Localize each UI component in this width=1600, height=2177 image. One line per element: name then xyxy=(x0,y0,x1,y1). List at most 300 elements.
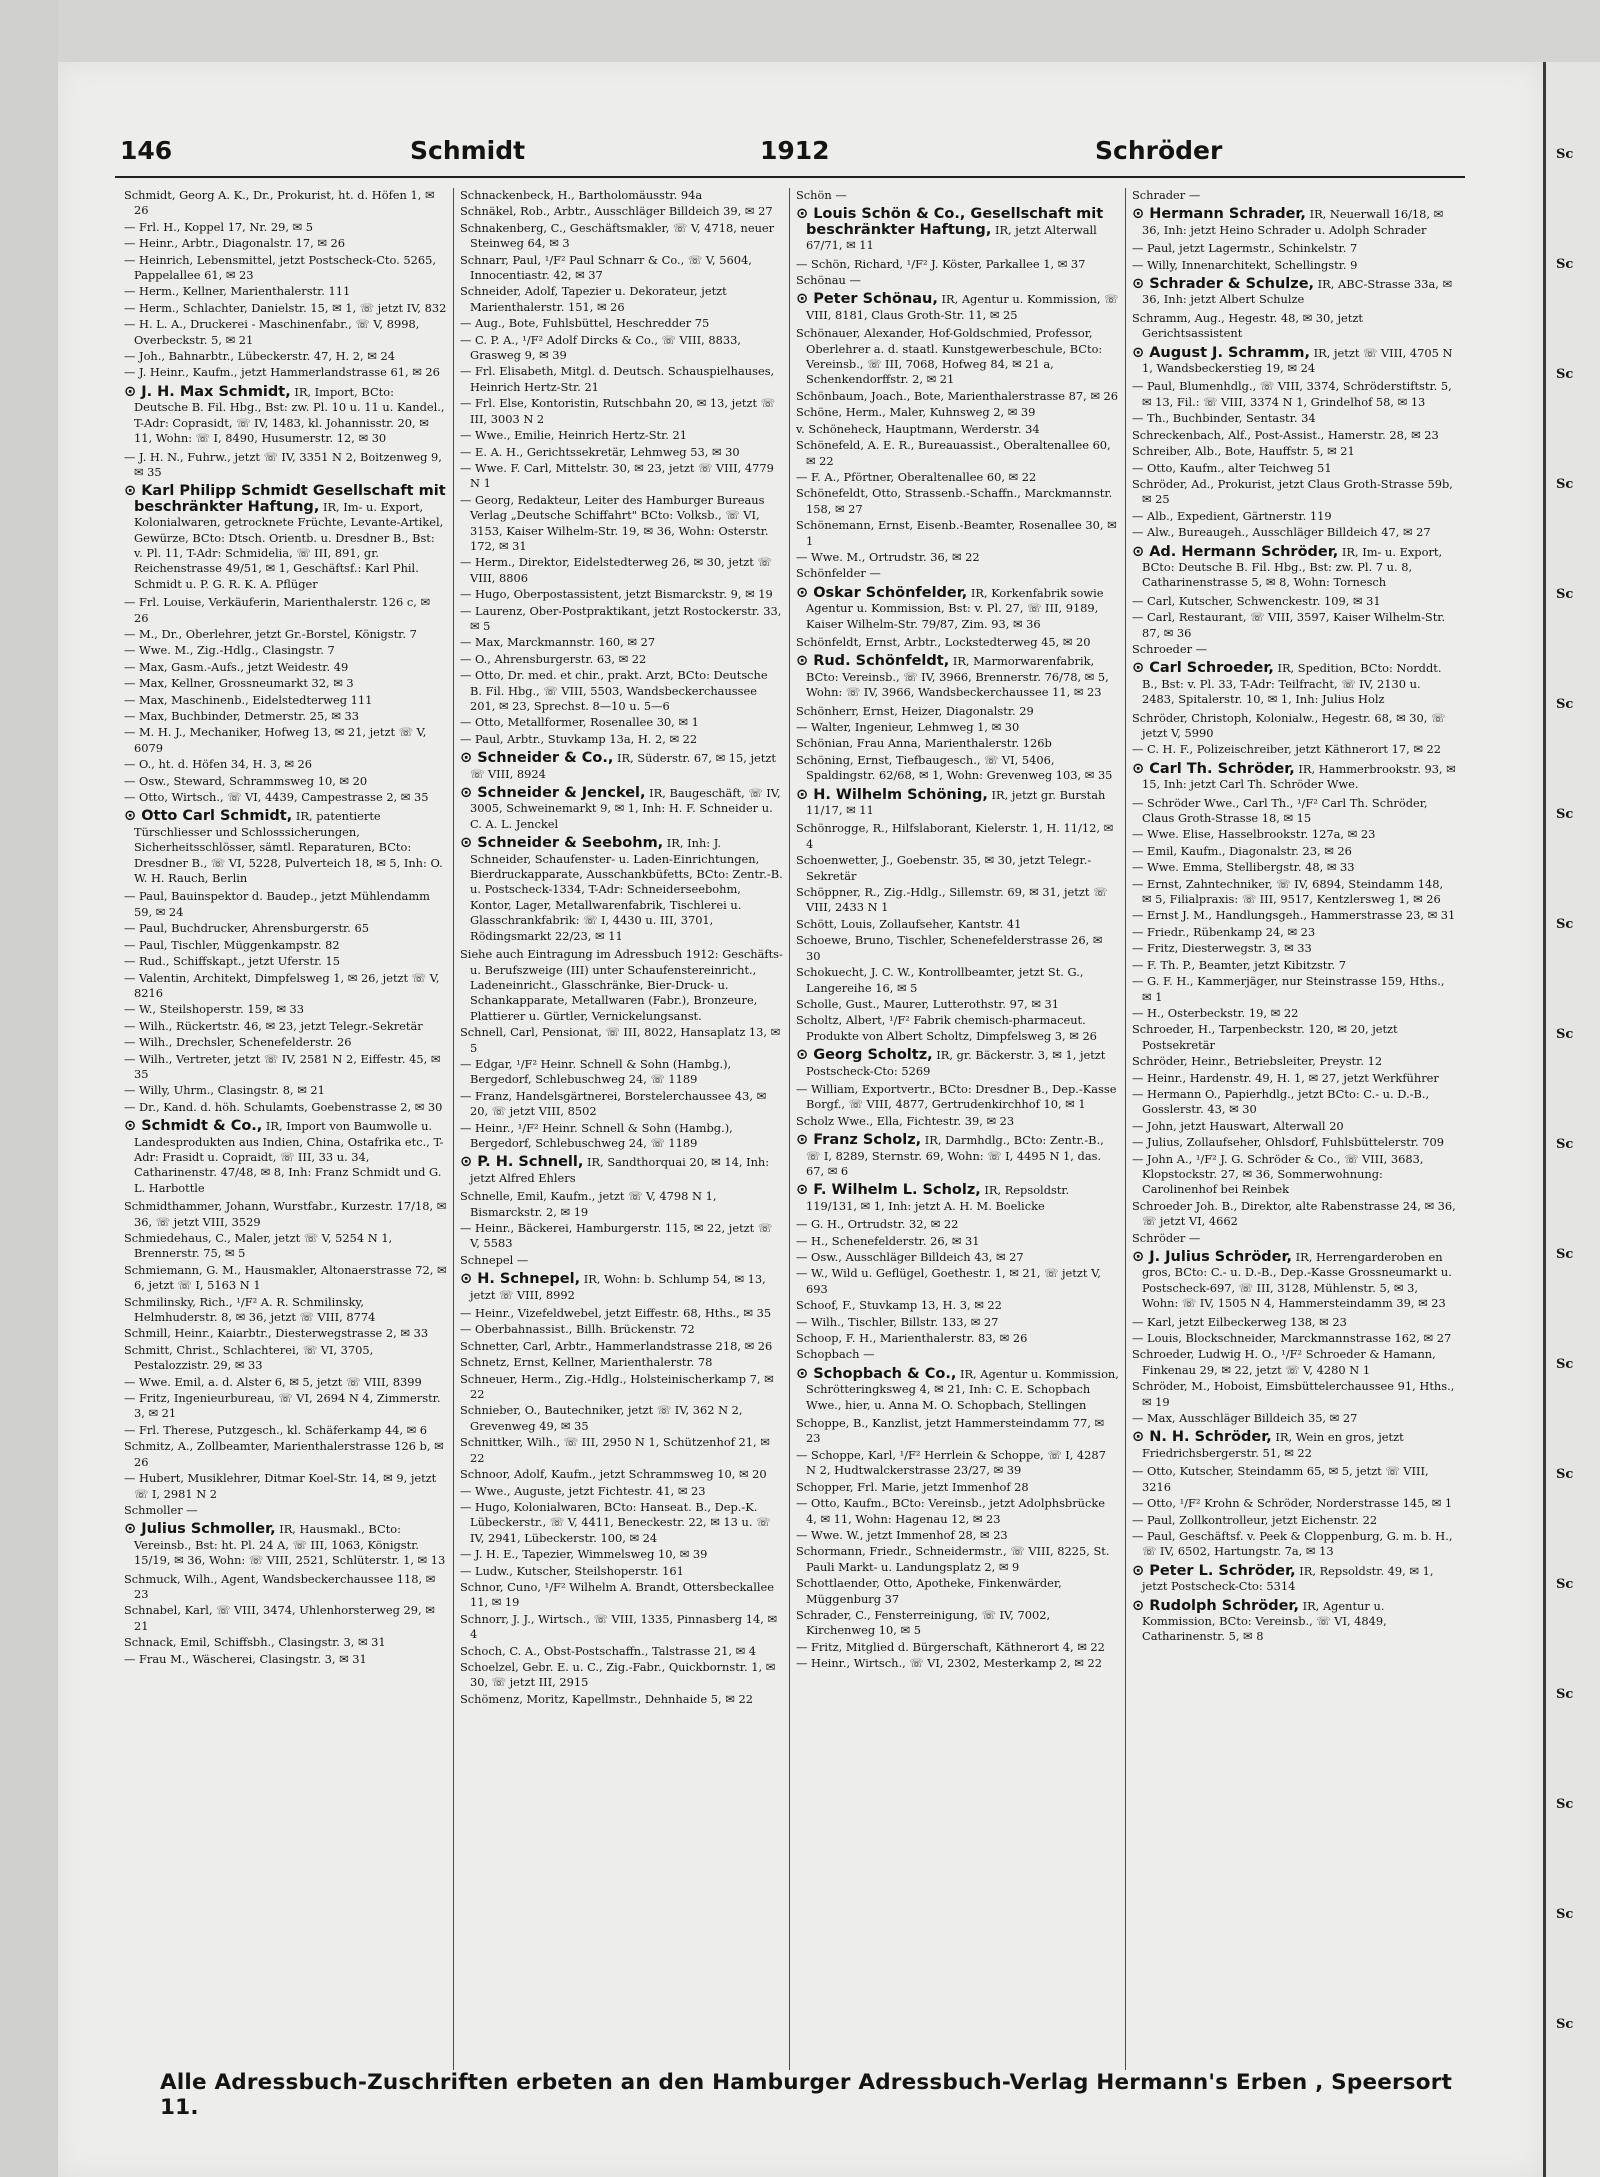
directory-entry: — Emil, Kaufm., Diagonalstr. 23, ✉ 26 xyxy=(1132,843,1352,858)
directory-entry: Schmidt, Georg A. K., Dr., Prokurist, ht. d. Höfen 1, ✉ 26 xyxy=(124,188,435,218)
firm-entry xyxy=(124,809,447,886)
directory-entry: — J. H. E., Tapezier, Wimmelsweg 10, ✉ 39 xyxy=(460,1547,708,1562)
directory-entry: — C. P. A., ¹/F² Adolf Dircks & Co., ☏ VIII, 8833, Grasweg 9, ✉ 39 xyxy=(460,332,741,363)
directory-entry: — J. H. N., Fuhrw., jetzt ☏ IV, 3351 N 2, Boitzenweg 9, ✉ 35 xyxy=(124,449,442,479)
firm-details: IR, Agentur u. Kommission, BCto: Vereinsb., ☏ VI, 4849, Catharinenstr. 5, ✉ 8 xyxy=(1142,1598,1387,1644)
directory-entry: Schoppe, B., Kanzlist, jetzt Hammersteindamm 77, ✉ 23 xyxy=(796,1416,1105,1446)
directory-entry: — Paul, Geschäftsf. v. Peek & Cloppenburg, G. m. b. H., ☏ IV, 6502, Hartungstr. 7a, ✉ 13 xyxy=(1132,1528,1453,1559)
directory-entry: — Hugo, Kolonialwaren, BCto: Hanseat. B., Dep.-K. Lübeckerstr., ☏ V, 4411, Beneckestr. 22, ✉ 13 u. ☏ IV, 2941, Lübeckerstr. 100, ✉ 24 xyxy=(460,1499,771,1545)
firm-details: IR, gr. Bäckerstr. 3, ✉ 1, jetzt Postscheck-Cto: 5269 xyxy=(806,1048,1106,1078)
directory-entry: Schramm, Aug., Hegestr. 48, ✉ 30, jetzt Gerichtsassistent xyxy=(1132,310,1363,341)
directory-entry: — Ernst, Zahntechniker, ☏ IV, 6894, Steindamm 148, ✉ 5, Filialpraxis: ☏ III, 9517, Kentzlersweg 1, ✉ 26 xyxy=(1132,876,1444,907)
next-page-fragment: Sc xyxy=(1556,807,1574,822)
directory-entry: — Wwe. W., jetzt Immenhof 28, ✉ 23 xyxy=(796,1527,1008,1542)
directory-entry: — Wilh., Tischler, Billstr. 133, ✉ 27 xyxy=(796,1314,999,1329)
directory-entry: Schnabel, Karl, ☏ VIII, 3474, Uhlenhorsterweg 29, ✉ 21 xyxy=(124,1603,435,1633)
directory-entry: — Alw., Bureaugeh., Ausschläger Billdeich 47, ✉ 27 xyxy=(1132,525,1431,540)
directory-entry: — Franz, Handelsgärtnerei, Borstelerchaussee 43, ✉ 20, ☏ jetzt VIII, 8502 xyxy=(460,1088,767,1119)
directory-entry: — Paul, Blumenhdlg., ☏ VIII, 3374, Schröderstiftstr. 5, ✉ 13, Fil.: ☏ VIII, 3374 N 1, Grindelhof 58, ✉ 13 xyxy=(1132,379,1452,409)
firm-details: IR, Import von Baumwolle u. Landesprodukten aus Indien, China, Ostafrika etc., T-Adr: Frasidt u. Copraidt, ☏ III, 33 u. 34, Catharinenstr. 47/48, ✉ 8, Inh: Franz Schmidt und G. L. Harbottle xyxy=(134,1119,444,1195)
firm-details: IR, Im- u. Export, BCto: Deutsche B. Fil. Hbg., Bst: zw. Pl. 7 u. 8, Catharinenstrasse 5, ✉ 8, Wohn: Tornesch xyxy=(1142,544,1443,590)
directory-entry: Schnepel — xyxy=(460,1252,529,1267)
directory-entry: Schrader — xyxy=(1132,188,1201,202)
directory-entry: Schreiber, Alb., Bote, Hauffstr. 5, ✉ 21 xyxy=(1132,444,1355,459)
firm-entry xyxy=(796,292,1119,323)
directory-entry: — Joh., Bahnarbtr., Lübeckerstr. 47, H. 2, ✉ 24 xyxy=(124,349,395,364)
firm-details: IR, jetzt ☏ VIII, 4705 N 1, Wandsbeckerstieg 19, ✉ 24 xyxy=(1142,345,1453,376)
directory-entry: — Karl, jetzt Eilbeckerweg 138, ✉ 23 xyxy=(1132,1314,1347,1329)
firm-details: IR, jetzt Alterwall 67/71, ✉ 11 xyxy=(806,222,1097,253)
firm-entry xyxy=(460,1272,783,1303)
directory-entry: — Wwe. M., Zig.-Hdlg., Clasingstr. 7 xyxy=(124,643,335,658)
firm-entry xyxy=(460,786,783,832)
firm-details: IR, Agentur u. Kommission, Schrötteringksweg 4, ✉ 21, Inh: C. E. Schopbach Wwe., hier, u. Anna M. O. Schopbach, Stellingen xyxy=(806,1366,1119,1412)
directory-entry: Scholtz, Albert, ¹/F² Fabrik chemisch-pharmaceut. Produkte von Albert Scholtz, Dimpfelsweg 3, ✉ 26 xyxy=(796,1013,1097,1043)
firm-entry xyxy=(1132,1250,1456,1312)
firm-entry xyxy=(460,751,783,782)
firm-name: ⊙ F. Wilhelm L. Scholz, xyxy=(796,1182,981,1199)
directory-entry: Schött, Louis, Zollaufseher, Kantstr. 41 xyxy=(796,916,1022,931)
directory-entry: — Valentin, Architekt, Dimpfelsweg 1, ✉ 26, jetzt ☏ V, 8216 xyxy=(124,970,440,1000)
next-page-fragment: Sc xyxy=(1556,2017,1574,2032)
directory-entry: — Wilh., Vertreter, jetzt ☏ IV, 2581 N 2, Eiffestr. 45, ✉ 35 xyxy=(124,1051,441,1081)
directory-entry: Siehe auch Eintragung im Adressbuch 1912: Geschäfts- u. Berufszweige (III) unter Schaufenstereinricht., Ladeneinricht., Glasschränke, Bier-Druck- u. Schankapparate, Metallwaren (Fabr.), Bronzeure, Plattierer u. Gürtler, Vernickelungsanst. xyxy=(460,947,783,1023)
directory-entry: — Schröder Wwe., Carl Th., ¹/F² Carl Th. Schröder, Claus Groth-Strasse 18, ✉ 15 xyxy=(1132,795,1428,826)
firm-name: ⊙ Peter L. Schröder, xyxy=(1132,1562,1296,1579)
directory-entry: — Herm., Direktor, Eidelstedterweg 26, ✉ 30, jetzt ☏ VIII, 8806 xyxy=(460,555,772,585)
directory-entry: — Frau M., Wäscherei, Clasingstr. 3, ✉ 31 xyxy=(124,1651,367,1666)
firm-entry xyxy=(1132,1430,1456,1461)
directory-entry: Schröder — xyxy=(1132,1230,1201,1245)
directory-entry: Schönemann, Ernst, Eisenb.-Beamter, Rosenallee 30, ✉ 1 xyxy=(796,518,1117,548)
directory-entry: Schmill, Heinr., Kaiarbtr., Diesterwegstrasse 2, ✉ 33 xyxy=(124,1326,429,1341)
header-rule xyxy=(115,176,1465,178)
directory-entry: — Wwe. Emil, a. d. Alster 6, ✉ 5, jetzt ☏ VIII, 8399 xyxy=(124,1374,422,1389)
directory-entry: Schroeder Joh. B., Direktor, alte Rabenstrasse 24, ✉ 36, ☏ jetzt VI, 4662 xyxy=(1132,1198,1456,1229)
firm-name: ⊙ Schopbach & Co., xyxy=(796,1365,957,1382)
directory-entry: — Max, Maschinenb., Eidelstedterweg 111 xyxy=(124,692,373,707)
firm-details: IR, Herrengarderoben en gros, BCto: C.- u. D.-B., Dep.-Kasse Grossneumarkt u. Postscheck-697, ☏ III, 3128, Mühlenstr. 5, ✉ 3, Wohn: ☏ IV, 1505 N 4, Hammersteindamm 39, ✉ 23 xyxy=(1142,1250,1452,1311)
firm-entry xyxy=(796,1048,1119,1079)
firm-name: ⊙ H. Wilhelm Schöning, xyxy=(796,786,988,803)
directory-entry: — Fritz, Ingenieurbureau, ☏ VI, 2694 N 4, Zimmerstr. 3, ✉ 21 xyxy=(124,1391,441,1421)
directory-entry: Schönefeld, A. E. R., Bureauassist., Oberaltenallee 60, ✉ 22 xyxy=(796,438,1111,468)
firm-name: ⊙ Ad. Hermann Schröder, xyxy=(1132,543,1339,560)
next-page-fragment: Sc xyxy=(1556,147,1574,162)
directory-entry: — Ernst J. M., Handlungsgeh., Hammerstrasse 23, ✉ 31 xyxy=(1132,908,1456,923)
firm-details: IR, Marmorwarenfabrik, BCto: Vereinsb., ☏ IV, 3966, Brennerstr. 76/78, ✉ 5, Wohn: ☏ IV, 3966, Wandsbeckerchaussee 11, ✉ 23 xyxy=(806,654,1109,700)
firm-name: ⊙ Carl Schroeder, xyxy=(1132,660,1274,677)
directory-entry: Schönbaum, Joach., Bote, Marienthalerstrasse 87, ✉ 26 xyxy=(796,388,1119,403)
directory-entry: — Willy, Innenarchitekt, Schellingstr. 9 xyxy=(1132,257,1358,272)
firm-details: IR, Inh: J. Schneider, Schaufenster- u. Laden-Einrichtungen, Bierdruckapparate, Ausschankbüfetts, BCto: Zentr.-B. u. Postscheck-1334, T-Adr: Schneiderseebohm, Kontor, Lager, Metallwarenfabrik, Tischlerei u. Glasschrankfabrik: ☏ I, 4430 u. III, 3701, Rödingsmarkt 22/23, ✉ 11 xyxy=(470,836,783,943)
directory-entry: Schnackenbeck, H., Bartholomäusstr. 94a xyxy=(460,188,703,202)
firm-name: ⊙ Schmidt & Co., xyxy=(124,1118,263,1135)
directory-entry: Schnack, Emil, Schiffsbh., Clasingstr. 3, ✉ 31 xyxy=(124,1635,386,1650)
directory-entry: Schoof, F., Stuvkamp 13, H. 3, ✉ 22 xyxy=(796,1298,1002,1313)
directory-entry: — Otto, ¹/F² Krohn & Schröder, Norderstrasse 145, ✉ 1 xyxy=(1132,1496,1453,1511)
directory-entry: — Hubert, Musiklehrer, Ditmar Koel-Str. 14, ✉ 9, jetzt ☏ I, 2981 N 2 xyxy=(124,1471,437,1501)
directory-entry: — William, Exportvertr., BCto: Dresdner B., Dep.-Kasse Borgf., ☏ VIII, 4877, Gertrudenkirchhof 10, ✉ 1 xyxy=(796,1081,1117,1112)
directory-entry: — Frl. H., Koppel 17, Nr. 29, ✉ 5 xyxy=(124,219,313,234)
firm-entry xyxy=(796,207,1119,253)
directory-entry: Schmidthammer, Johann, Wurstfabr., Kurzestr. 17/18, ✉ 36, ☏ jetzt VIII, 3529 xyxy=(124,1199,447,1229)
header-right-keyword: Schröder xyxy=(1095,136,1223,165)
next-page-fragment: Sc xyxy=(1556,917,1574,932)
directory-entry: — Georg, Redakteur, Leiter des Hamburger Bureaus Verlag „Deutsche Schiffahrt" BCto: Volksb., ☏ VI, 3153, Kaiser Wilhelm-Str. 19, ✉ 36, Wohn: Osterstr. 172, ✉ 31 xyxy=(460,492,769,553)
firm-details: IR, Im- u. Export, Kolonialwaren, getrocknete Früchte, Levante-Artikel, Gewürze, BCto: Dtsch. Orientb. u. Dresdner B., Bst: v. Pl. 11, T-Adr: Schmidelia, ☏ III, 891, gr. Reichenstrasse 49/51, ✉ 1, Geschäftsf.: Karl Phil. Schmidt u. P. G. R. K. A. Pflüger xyxy=(134,499,444,591)
next-page-fragment: Sc xyxy=(1556,477,1574,492)
directory-entry: — Ludw., Kutscher, Steilshoperstr. 161 xyxy=(460,1563,684,1578)
firm-entry xyxy=(796,1133,1119,1179)
directory-entry: Schneuer, Herm., Zig.-Hdlg., Holsteinischerkamp 7, ✉ 22 xyxy=(460,1371,774,1402)
directory-entry: Schoelzel, Gebr. E. u. C., Zig.-Fabr., Quickbornstr. 1, ✉ 30, ☏ jetzt III, 2915 xyxy=(460,1659,776,1690)
directory-entry: — O., ht. d. Höfen 34, H. 3, ✉ 26 xyxy=(124,757,312,772)
directory-entry: Schönian, Frau Anna, Marienthalerstr. 126b xyxy=(796,736,1052,751)
directory-entry: — M., Dr., Oberlehrer, jetzt Gr.-Borstel, Königstr. 7 xyxy=(124,626,417,641)
firm-entry xyxy=(1132,1564,1456,1595)
directory-entry: — Carl, Kutscher, Schwenckestr. 109, ✉ 31 xyxy=(1132,593,1381,608)
directory-entry: Schnieber, O., Bautechniker, jetzt ☏ IV, 362 N 2, Grevenweg 49, ✉ 35 xyxy=(460,1403,743,1433)
directory-entry: Schottlaender, Otto, Apotheke, Finkenwärder, Müggenburg 37 xyxy=(796,1576,1062,1606)
firm-entry xyxy=(124,484,447,592)
firm-name: ⊙ J. Julius Schröder, xyxy=(1132,1249,1293,1265)
directory-entry: Schmiemann, G. M., Hausmakler, Altonaerstrasse 72, ✉ 6, jetzt ☏ I, 5163 N 1 xyxy=(124,1262,447,1293)
directory-entry: Schönauer, Alexander, Hof-Goldschmied, Professor, Oberlehrer a. d. staatl. Kunstgewerbeschule, BCto: Vereinsb., ☏ III, 7068, Hofweg 84, ✉ 21 a, Schenkendorffstr. 2, ✉ 21 xyxy=(796,326,1103,387)
directory-entry: Schnoor, Adolf, Kaufm., jetzt Schrammsweg 10, ✉ 20 xyxy=(460,1467,767,1482)
directory-entry: — Osw., Ausschläger Billdeich 43, ✉ 27 xyxy=(796,1250,1024,1264)
directory-entry: — J. Heinr., Kaufm., jetzt Hammerlandstrasse 61, ✉ 26 xyxy=(124,365,440,380)
directory-entry: — Fritz, Diesterwegstr. 3, ✉ 33 xyxy=(1132,941,1312,956)
firm-details: IR, jetzt gr. Burstah 11/17, ✉ 11 xyxy=(806,787,1106,818)
firm-details: IR, Baugeschäft, ☏ IV, 3005, Schweinemarkt 9, ✉ 1, Inh: H. F. Schneider u. C. A. L. Jenckel xyxy=(470,786,781,831)
firm-name: ⊙ Otto Carl Schmidt, xyxy=(124,808,293,825)
directory-entry: — Rud., Schiffskapt., jetzt Uferstr. 15 xyxy=(124,954,341,969)
directory-entry: — F. A., Pförtner, Oberaltenallee 60, ✉ 22 xyxy=(796,469,1037,484)
firm-entry xyxy=(460,1155,783,1186)
directory-entry: Schmitt, Christ., Schlachterei, ☏ VI, 3705, Pestalozzistr. 29, ✉ 33 xyxy=(124,1342,374,1373)
directory-entry: — H., Schenefelderstr. 26, ✉ 31 xyxy=(796,1233,980,1248)
directory-entry: — Wwe. Elise, Hasselbrookstr. 127a, ✉ 23 xyxy=(1132,827,1376,842)
directory-entry: — Dr., Kand. d. höh. Schulamts, Goebenstrasse 2, ✉ 30 xyxy=(124,1099,443,1114)
directory-entry: Scholle, Gust., Maurer, Lutterothstr. 97, ✉ 31 xyxy=(796,996,1060,1011)
directory-entry: Schröder, Heinr., Betriebsleiter, Preystr. 12 xyxy=(1132,1054,1383,1069)
firm-details: IR, Repsoldstr. 49, ✉ 1, jetzt Postscheck-Cto: 5314 xyxy=(1142,1563,1434,1594)
firm-entry xyxy=(124,385,447,447)
directory-entry: — Wwe., Auguste, jetzt Fichtestr. 41, ✉ 23 xyxy=(460,1483,706,1498)
firm-details: IR, Sandthorquai 20, ✉ 14, Inh: jetzt Alfred Ehlers xyxy=(470,1155,770,1185)
directory-columns xyxy=(118,188,1464,2070)
column-2 xyxy=(454,188,790,2070)
directory-entry: Schroeder, Ludwig H. O., ¹/F² Schroeder & Hamann, Finkenau 29, ✉ 22, jetzt ☏ V, 4280 N 1 xyxy=(1132,1347,1436,1377)
directory-entry: — Schön, Richard, ¹/F² J. Köster, Parkallee 1, ✉ 37 xyxy=(796,256,1086,271)
directory-entry: — John, jetzt Hauswart, Alterwall 20 xyxy=(1132,1118,1344,1133)
directory-entry: Schönherr, Ernst, Heizer, Diagonalstr. 29 xyxy=(796,703,1034,718)
next-page-fragment: Sc xyxy=(1556,697,1574,712)
column-3 xyxy=(790,188,1126,2070)
firm-name: ⊙ Rudolph Schröder, xyxy=(1132,1597,1299,1614)
firm-name: ⊙ August J. Schramm, xyxy=(1132,344,1311,361)
directory-entry: Schokuecht, J. C. W., Kontrollbeamter, jetzt St. G., Langereihe 16, ✉ 5 xyxy=(796,965,1084,995)
directory-entry: Schnetter, Carl, Arbtr., Hammerlandstrasse 218, ✉ 26 xyxy=(460,1338,773,1353)
directory-entry: — Heinr., Bäckerei, Hamburgerstr. 115, ✉ 22, jetzt ☏ V, 5583 xyxy=(460,1221,773,1251)
header-year: 1912 xyxy=(760,136,830,165)
firm-name: ⊙ P. H. Schnell, xyxy=(460,1154,584,1171)
directory-entry: — Paul, jetzt Lagermstr., Schinkelstr. 7 xyxy=(1132,241,1358,256)
directory-entry: — Hermann O., Papierhdlg., jetzt BCto: C.- u. D.-B., Gosslerstr. 43, ✉ 30 xyxy=(1132,1086,1430,1117)
directory-entry: — Wwe. Emma, Stellibergstr. 48, ✉ 33 xyxy=(1132,860,1355,875)
firm-details: IR, Hammerbrookstr. 93, ✉ 15, Inh: jetzt Carl Th. Schröder Wwe. xyxy=(1142,761,1456,792)
directory-entry: Schmilinsky, Rich., ¹/F² A. R. Schmilinsky, Helmhuderstr. 8, ✉ 36, jetzt ☏ VIII, 8774 xyxy=(124,1294,376,1325)
directory-entry: — Frl. Therese, Putzgesch., kl. Schäferkamp 44, ✉ 6 xyxy=(124,1422,428,1437)
scan-background-left xyxy=(0,0,58,2177)
directory-entry: Schrader, C., Fensterreinigung, ☏ IV, 7002, Kirchenweg 10, ✉ 5 xyxy=(796,1607,1051,1638)
directory-entry: — Wilh., Drechsler, Schenefelderstr. 26 xyxy=(124,1035,352,1050)
firm-name: ⊙ Georg Scholtz, xyxy=(796,1047,933,1064)
next-page-fragment: Sc xyxy=(1556,1687,1574,1702)
firm-entry xyxy=(796,1183,1119,1214)
next-page-fragment: Sc xyxy=(1556,1907,1574,1922)
directory-entry: — Friedr., Rübenkamp 24, ✉ 23 xyxy=(1132,924,1316,939)
directory-entry: — Hugo, Oberpostassistent, jetzt Bismarckstr. 9, ✉ 19 xyxy=(460,587,773,602)
directory-entry: Schroeder — xyxy=(1132,641,1208,656)
directory-entry: Schroeder, H., Tarpenbeckstr. 120, ✉ 20, jetzt Postsekretär xyxy=(1132,1022,1398,1052)
directory-entry: — Frl. Elisabeth, Mitgl. d. Deutsch. Schauspielhauses, Heinrich Hertz-Str. 21 xyxy=(460,364,775,394)
firm-name: ⊙ Rud. Schönfeldt, xyxy=(796,653,950,670)
directory-entry: — Willy, Uhrm., Clasingstr. 8, ✉ 21 xyxy=(124,1083,325,1098)
directory-entry: Schnakenberg, C., Geschäftsmakler, ☏ V, 4718, neuer Steinweg 64, ✉ 3 xyxy=(460,220,775,251)
directory-entry: — W., Steilshoperstr. 159, ✉ 33 xyxy=(124,1002,305,1017)
directory-entry: Scholz Wwe., Ella, Fichtestr. 39, ✉ 23 xyxy=(796,1113,1015,1128)
directory-entry: — Paul, Arbtr., Stuvkamp 13a, H. 2, ✉ 22 xyxy=(460,731,698,746)
firm-name: ⊙ Oskar Schönfelder, xyxy=(796,584,968,601)
column-1 xyxy=(118,188,454,2070)
directory-entry: — Frl. Else, Kontoristin, Rutschbahn 20, ✉ 13, jetzt ☏ III, 3003 N 2 xyxy=(460,396,775,426)
directory-entry: — John A., ¹/F² J. G. Schröder & Co., ☏ VIII, 3683, Klopstockstr. 27, ✉ 36, Sommerwohnung: Carolinenhof bei Reinbek xyxy=(1132,1151,1424,1197)
firm-entry xyxy=(124,1522,447,1568)
directory-entry: — H., Osterbeckstr. 19, ✉ 22 xyxy=(1132,1005,1299,1020)
directory-entry: — Schoppe, Karl, ¹/F² Herrlein & Schoppe, ☏ I, 4287 N 2, Hudtwalckerstrasse 23/27, ✉ 39 xyxy=(796,1447,1106,1478)
directory-entry: — Edgar, ¹/F² Heinr. Schnell & Sohn (Hambg.), Bergedorf, Schlebuschweg 24, ☏ 1189 xyxy=(460,1056,732,1087)
directory-entry: — Alb., Expedient, Gärtnerstr. 119 xyxy=(1132,508,1332,523)
next-page-fragment: Sc xyxy=(1556,257,1574,272)
firm-name: ⊙ N. H. Schröder, xyxy=(1132,1429,1272,1446)
firm-details: IR, Repsoldstr. 119/131, ✉ 1, Inh: jetzt A. H. M. Boelicke xyxy=(806,1183,1070,1213)
directory-entry: — F. Th. P., Beamter, jetzt Kibitzstr. 7 xyxy=(1132,957,1347,972)
firm-name: ⊙ Franz Scholz, xyxy=(796,1132,922,1149)
directory-entry: Schömenz, Moritz, Kapellmstr., Dehnhaide 5, ✉ 22 xyxy=(460,1691,753,1706)
directory-entry: Schönrogge, R., Hilfslaborant, Kielerstr. 1, H. 11/12, ✉ 4 xyxy=(796,821,1114,851)
directory-entry: — Otto, Kutscher, Steindamm 65, ✉ 5, jetzt ☏ VIII, 3216 xyxy=(1132,1464,1429,1494)
directory-entry: Schreckenbach, Alf., Post-Assist., Hamerstr. 28, ✉ 23 xyxy=(1132,427,1439,442)
directory-entry: — W., Wild u. Geflügel, Goethestr. 1, ✉ 21, ☏ jetzt V, 693 xyxy=(796,1266,1101,1296)
firm-details: IR, Korkenfabrik sowie Agentur u. Kommission, Bst: v. Pl. 27, ☏ III, 9189, Kaiser Wilhelm-Str. 79/87, Zim. 93, ✉ 36 xyxy=(806,585,1104,631)
directory-entry: — Heinr., Arbtr., Diagonalstr. 17, ✉ 26 xyxy=(124,236,346,251)
firm-details: IR, Import, BCto: Deutsche B. Fil. Hbg., Bst: zw. Pl. 10 u. 11 u. Kandel., T-Adr: Coprasidt, ☏ IV, 1483, kl. Johannisstr. 20, ✉ 11, Wohn: ☏ I, 8490, Husumerstr. 12, ✉ 30 xyxy=(134,384,445,446)
directory-entry: — Herm., Schlachter, Danielstr. 15, ✉ 1, ☏ jetzt IV, 832 xyxy=(124,300,447,315)
directory-entry: — O., Ahrensburgerstr. 63, ✉ 22 xyxy=(460,651,647,666)
directory-entry: Schnell, Carl, Pensionat, ☏ III, 8022, Hansaplatz 13, ✉ 5 xyxy=(460,1025,781,1055)
directory-entry: — Herm., Kellner, Marienthalerstr. 111 xyxy=(124,284,351,299)
directory-entry: — Otto, Kaufm., BCto: Vereinsb., jetzt Adolphsbrücke 4, ✉ 11, Wohn: Hagenau 12, ✉ 23 xyxy=(796,1496,1106,1526)
next-page-fragment: Sc xyxy=(1556,1027,1574,1042)
directory-entry: — Heinr., Vizefeldwebel, jetzt Eiffestr. 68, Hths., ✉ 35 xyxy=(460,1306,772,1321)
firm-details: IR, Wein en gros, jetzt Friedrichsbergerstr. 51, ✉ 22 xyxy=(1142,1430,1404,1460)
firm-name: ⊙ Schneider & Seebohm, xyxy=(460,835,664,852)
directory-entry: — Otto, Kaufm., alter Teichweg 51 xyxy=(1132,460,1332,475)
firm-details: IR, Agentur u. Kommission, ☏ VIII, 8181, Claus Groth-Str. 11, ✉ 25 xyxy=(806,292,1119,322)
directory-entry: — Max, Ausschläger Billdeich 35, ✉ 27 xyxy=(1132,1411,1358,1426)
directory-entry: — Paul, Buchdrucker, Ahrensburgerstr. 65 xyxy=(124,921,369,936)
directory-entry: Schneider, Adolf, Tapezier u. Dekorateur, jetzt Marienthalerstr. 151, ✉ 26 xyxy=(460,284,727,314)
firm-details: IR, patentierte Türschliesser und Schlosssicherungen, Sicherheitsschlösser, sämtl. Reparaturen, BCto: Dresdner B., ☏ VI, 5228, Pulverteich 18, ✉ 5, Inh: O. W. H. Rauch, Berlin xyxy=(134,809,443,886)
directory-entry: — Max, Gasm.-Aufs., jetzt Weidestr. 49 xyxy=(124,659,349,674)
next-page-fragment: Sc xyxy=(1556,1797,1574,1812)
firm-details: IR, ABC-Strasse 33a, ✉ 36, Inh: jetzt Albert Schulze xyxy=(1142,277,1453,307)
page-number: 146 xyxy=(120,136,173,165)
firm-name: ⊙ Peter Schönau, xyxy=(796,291,938,308)
directory-entry: Schönefeldt, Otto, Strassenb.-Schaffn., Marckmannstr. 158, ✉ 27 xyxy=(796,486,1113,516)
firm-name: ⊙ Schrader & Schulze, xyxy=(1132,276,1315,293)
directory-entry: — Paul, Tischler, Müggenkampstr. 82 xyxy=(124,937,340,952)
directory-entry: — H. L. A., Druckerei - Maschinenfabr., ☏ V, 8998, Overbeckstr. 5, ✉ 21 xyxy=(124,317,420,347)
firm-entry xyxy=(796,654,1119,700)
directory-entry: — Otto, Wirtsch., ☏ VI, 4439, Campestrasse 2, ✉ 35 xyxy=(124,790,429,805)
directory-entry: Schöne, Herm., Maler, Kuhnsweg 2, ✉ 39 xyxy=(796,405,1036,420)
publisher-footer: Alle Adressbuch-Zuschriften erbeten an den Hamburger Adressbuch-Verlag Hermann's Erben , Speersort 11. xyxy=(160,2070,1453,2120)
directory-entry: — Osw., Steward, Schrammsweg 10, ✉ 20 xyxy=(124,773,368,788)
directory-entry: Schopper, Frl. Marie, jetzt Immenhof 28 xyxy=(796,1479,1029,1494)
next-page-fragment: Sc xyxy=(1556,367,1574,382)
next-page-fragment: Sc xyxy=(1556,1577,1574,1592)
next-page-fragment: Sc xyxy=(1556,1357,1574,1372)
scan-background-top xyxy=(0,0,1600,62)
directory-entry: Schormann, Friedr., Schneidermstr., ☏ VIII, 8225, St. Pauli Markt- u. Landungsplatz 2, ✉ 9 xyxy=(796,1544,1110,1574)
directory-entry: — Paul, Bauinspektor d. Baudep., jetzt Mühlendamm 59, ✉ 24 xyxy=(124,889,430,919)
firm-entry xyxy=(1132,1599,1456,1645)
next-page-fragment: Sc xyxy=(1556,587,1574,602)
directory-entry: — Walter, Ingenieur, Lehmweg 1, ✉ 30 xyxy=(796,720,1020,734)
firm-name: ⊙ Schneider & Jenckel, xyxy=(460,785,646,802)
firm-name: ⊙ Schneider & Co., xyxy=(460,750,614,767)
next-page-fragment: Sc xyxy=(1556,1137,1574,1152)
firm-entry xyxy=(1132,762,1456,793)
directory-entry: Schopbach — xyxy=(796,1347,875,1362)
directory-entry: — Heinr., Wirtsch., ☏ VI, 2302, Mesterkamp 2, ✉ 22 xyxy=(796,1656,1102,1671)
firm-details: IR, Wohn: b. Schlump 54, ✉ 13, jetzt ☏ VIII, 8992 xyxy=(470,1272,766,1302)
directory-entry: Schröder, Ad., Prokurist, jetzt Claus Groth-Strasse 59b, ✉ 25 xyxy=(1132,476,1453,507)
directory-entry: Schönfeldt, Ernst, Arbtr., Lockstedterweg 45, ✉ 20 xyxy=(796,634,1091,649)
directory-entry: Schnittker, Wilh., ☏ III, 2950 N 1, Schützenhof 21, ✉ 22 xyxy=(460,1435,770,1465)
directory-entry: — Oberbahnassist., Billh. Brückenstr. 72 xyxy=(460,1322,695,1337)
directory-entry: Schoch, C. A., Obst-Postschaffn., Talstrasse 21, ✉ 4 xyxy=(460,1643,757,1658)
firm-details: IR, Neuerwall 16/18, ✉ 36, Inh: jetzt Heino Schrader u. Adolph Schrader xyxy=(1142,207,1444,237)
page-header xyxy=(120,136,1465,180)
directory-entry: — C. H. F., Polizeischreiber, jetzt Käthnerort 17, ✉ 22 xyxy=(1132,742,1441,757)
directory-entry: — Max, Marckmannstr. 160, ✉ 27 xyxy=(460,635,656,650)
directory-entry: Schröder, M., Hoboist, Eimsbüttelerchaussee 91, Hths., ✉ 19 xyxy=(1132,1379,1455,1409)
firm-entry xyxy=(124,1119,447,1196)
firm-name: ⊙ Hermann Schrader, xyxy=(1132,206,1306,223)
directory-entry: Schoewe, Bruno, Tischler, Schenefelderstrasse 26, ✉ 30 xyxy=(796,933,1103,963)
firm-details: IR, Hausmakl., BCto: Vereinsb., Bst: ht. Pl. 24 A, ☏ III, 1063, Königstr. 15/19, ✉ 36, Wohn: ☏ VIII, 2521, Schlüterstr. 1, ✉ 13 xyxy=(134,1522,446,1568)
directory-entry: Schmuck, Wilh., Agent, Wandsbeckerchaussee 118, ✉ 23 xyxy=(124,1571,436,1601)
directory-entry: Schnäkel, Rob., Arbtr., Ausschläger Billdeich 39, ✉ 27 xyxy=(460,204,773,219)
directory-entry: Schmiedehaus, C., Maler, jetzt ☏ V, 5254 N 1, Brennerstr. 75, ✉ 5 xyxy=(124,1231,393,1261)
directory-entry: Schöppner, R., Zig.-Hdlg., Sillemstr. 69, ✉ 31, jetzt ☏ VIII, 2433 N 1 xyxy=(796,885,1108,915)
firm-details: IR, Spedition, BCto: Norddt. B., Bst: v. Pl. 33, T-Adr: Teilfracht, ☏ IV, 2130 u. 2483, Spitalerstr. 10, ✉ 1, Inh: Julius Holz xyxy=(1142,661,1442,707)
directory-entry: — Aug., Bote, Fuhlsbüttel, Heschredder 75 xyxy=(460,316,710,331)
firm-entry xyxy=(796,586,1119,632)
firm-entry xyxy=(796,1367,1119,1413)
firm-entry xyxy=(1132,661,1456,707)
directory-entry: Schoop, F. H., Marienthalerstr. 83, ✉ 26 xyxy=(796,1331,1028,1346)
directory-entry: — Fritz, Mitglied d. Bürgerschaft, Käthnerort 4, ✉ 22 xyxy=(796,1639,1105,1654)
directory-entry: — Heinr., ¹/F² Heinr. Schnell & Sohn (Hambg.), Bergedorf, Schlebuschweg 24, ☏ 1189 xyxy=(460,1120,733,1150)
directory-entry: — G. F. H., Kammerjäger, nur Steinstrasse 159, Hths., ✉ 1 xyxy=(1132,974,1445,1004)
firm-name: ⊙ J. H. Max Schmidt, xyxy=(124,383,291,400)
directory-entry: Schnorr, J. J., Wirtsch., ☏ VIII, 1335, Pinnasberg 14, ✉ 4 xyxy=(460,1611,777,1642)
directory-entry: Schnetz, Ernst, Kellner, Marienthalerstr. 78 xyxy=(460,1355,713,1370)
directory-entry: Schön — xyxy=(796,188,847,202)
firm-name: ⊙ H. Schnepel, xyxy=(460,1271,581,1288)
directory-entry: — Wwe. M., Ortrudstr. 36, ✉ 22 xyxy=(796,549,980,564)
directory-entry: — Paul, Zollkontrolleur, jetzt Eichenstr. 22 xyxy=(1132,1512,1378,1527)
directory-entry: — Otto, Metallformer, Rosenallee 30, ✉ 1 xyxy=(460,715,699,730)
directory-entry: Schnor, Cuno, ¹/F² Wilhelm A. Brandt, Ottersbeckallee 11, ✉ 19 xyxy=(460,1579,774,1610)
firm-name: ⊙ Louis Schön & Co., Gesellschaft mit beschränkter Haftung, xyxy=(796,206,1104,238)
directory-entry: — Carl, Restaurant, ☏ VIII, 3597, Kaiser Wilhelm-Str. 87, ✉ 36 xyxy=(1132,610,1446,640)
directory-entry: — E. A. H., Gerichtssekretär, Lehmweg 53, ✉ 30 xyxy=(460,444,740,459)
directory-entry: — G. H., Ortrudstr. 32, ✉ 22 xyxy=(796,1217,959,1232)
next-page-fragment: Sc xyxy=(1556,1247,1574,1262)
directory-entry: Schoenwetter, J., Goebenstr. 35, ✉ 30, jetzt Telegr.-Sekretär xyxy=(796,853,1092,883)
directory-entry: Schmitz, A., Zollbeamter, Marienthalerstrasse 126 b, ✉ 26 xyxy=(124,1439,444,1469)
directory-entry: — Frl. Louise, Verkäuferin, Marienthalerstr. 126 c, ✉ 26 xyxy=(124,595,431,625)
column-4 xyxy=(1126,188,1462,2070)
directory-entry: Schönfelder — xyxy=(796,566,881,581)
directory-entry: — Heinr., Hardenstr. 49, H. 1, ✉ 27, jetzt Werkführer xyxy=(1132,1070,1439,1085)
directory-entry: Schönau — xyxy=(796,273,861,288)
firm-entry xyxy=(1132,207,1456,238)
directory-entry: Schnarr, Paul, ¹/F² Paul Schnarr & Co., ☏ V, 5604, Innocentiastr. 42, ✉ 37 xyxy=(460,252,752,283)
firm-name: ⊙ Julius Schmoller, xyxy=(124,1521,276,1538)
directory-entry: — Julius, Zollaufseher, Ohlsdorf, Fuhlsbüttelerstr. 709 xyxy=(1132,1135,1444,1150)
directory-entry: Schröder, Christoph, Kolonialw., Hegestr. 68, ✉ 30, ☏ jetzt V, 5990 xyxy=(1132,710,1446,740)
firm-details: IR, Darmhdlg., BCto: Zentr.-B., ☏ I, 8289, Sternstr. 69, Wohn: ☏ I, 4495 N 1, das. 67, ✉ 6 xyxy=(806,1133,1104,1178)
next-page-edge xyxy=(1543,62,1600,2177)
next-page-fragment: Sc xyxy=(1556,1467,1574,1482)
directory-entry: — Max, Buchbinder, Detmerstr. 25, ✉ 33 xyxy=(124,709,359,723)
firm-name: ⊙ Carl Th. Schröder, xyxy=(1132,760,1295,777)
header-left-keyword: Schmidt xyxy=(410,136,526,165)
firm-entry xyxy=(796,788,1119,819)
firm-entry xyxy=(1132,277,1456,308)
directory-entry: — Wwe. F. Carl, Mittelstr. 30, ✉ 23, jetzt ☏ VIII, 4779 N 1 xyxy=(460,460,774,491)
directory-entry: — Laurenz, Ober-Postpraktikant, jetzt Rostockerstr. 33, ✉ 5 xyxy=(460,603,782,633)
directory-entry: — Wwe., Emilie, Heinrich Hertz-Str. 21 xyxy=(460,428,688,443)
directory-entry: — Wilh., Rückertstr. 46, ✉ 23, jetzt Telegr.-Sekretär xyxy=(124,1018,423,1033)
firm-name: ⊙ Karl Philipp Schmidt Gesellschaft mit beschränkter Haftung, xyxy=(124,483,446,515)
directory-entry: v. Schöneheck, Hauptmann, Werderstr. 34 xyxy=(796,421,1040,436)
directory-entry: — Th., Buchbinder, Sentastr. 34 xyxy=(1132,411,1316,426)
directory-entry: Schnelle, Emil, Kaufm., jetzt ☏ V, 4798 N 1, Bismarckstr. 2, ✉ 19 xyxy=(460,1189,717,1219)
directory-entry: — M. H. J., Mechaniker, Hofweg 13, ✉ 21, jetzt ☏ V, 6079 xyxy=(124,725,427,755)
firm-entry xyxy=(460,836,783,944)
firm-entry xyxy=(1132,545,1456,591)
directory-entry: — Louis, Blockschneider, Marckmannstrasse 162, ✉ 27 xyxy=(1132,1331,1452,1346)
directory-entry: Schmoller — xyxy=(124,1502,198,1517)
